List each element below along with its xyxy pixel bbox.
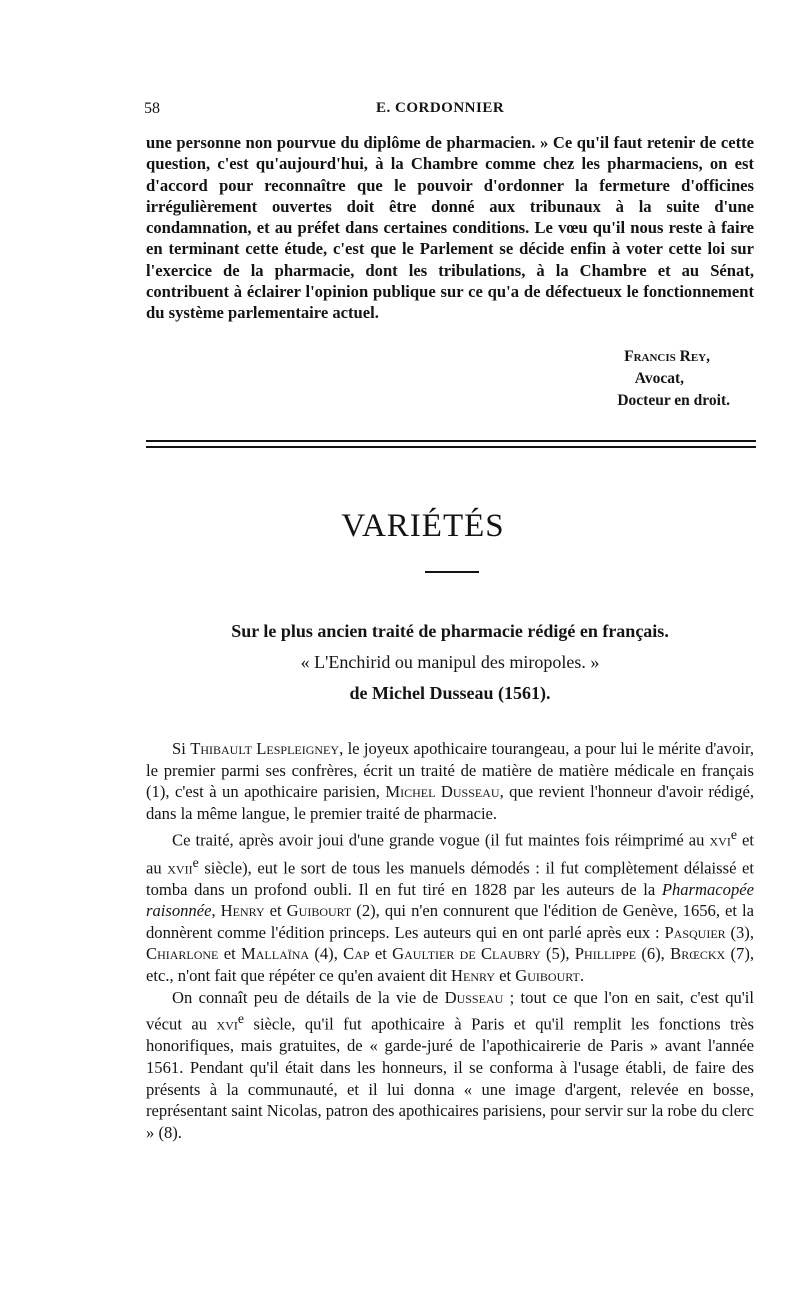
section-divider (146, 440, 756, 448)
body-paragraph (146, 824, 754, 986)
text-run: (7), etc., n'ont fait que répéter ce qu'en avaient dit (146, 944, 754, 985)
body-paragraph (146, 738, 754, 824)
article-subtitle: « L'Enchirid ou manipul des miropoles. » (300, 652, 600, 672)
person-name: Michel Dusseau (385, 782, 500, 802)
text-run: (2), qui n'en connurent que l'édition de Genève, 1656, et la donnèrent comme l'édition princeps. Les auteurs qui en ont parlé après eux : (146, 901, 754, 942)
century-numeral: xvi (709, 830, 731, 850)
person-name: Chiarlone (146, 944, 219, 964)
text-run: , (211, 901, 221, 921)
signature-name: Francis Rey, (624, 348, 710, 365)
century-numeral: xvii (167, 858, 193, 878)
text-run: , le joyeux apothicaire tourangeau, a pour lui le mérite d'avoir, le premier parmi ses confrères, écrit un traité de matière de matière médicale en français (1), c'est à un apothicaire parisien, (146, 739, 754, 802)
person-name: Pasquier (664, 922, 726, 942)
text-run: et (264, 901, 287, 921)
text-run: (3), (725, 922, 754, 942)
text-run: siècle), eut le sort de tous les manuels démodés : il fut complètement délaissé et tomba dans un profond oubli. Il en fut tiré en 1828 par les auteurs de la (146, 858, 755, 899)
signature-degree: Docteur en droit. (617, 392, 730, 409)
person-name: Henry (451, 966, 495, 985)
text-run: ; tout ce que l'on en sait, c'est qu'il vécut au (146, 987, 755, 1034)
text-run: . (579, 966, 585, 985)
signature-title: Avocat, (634, 370, 684, 387)
person-name: Mallaïna (240, 944, 310, 964)
person-name: Dusseau (444, 987, 504, 1007)
superscript: e (730, 827, 737, 843)
person-name: Henry (220, 901, 265, 921)
text-run: , que revient l'honneur d'avoir rédigé, dans la même langue, le premier traité de pharmacie. (146, 782, 754, 823)
text-run: Ce traité, après avoir joui d'une grande vogue (il fut maintes fois réimprimé au (172, 830, 710, 850)
article-author-line: de Michel Dusseau (1561). (349, 683, 551, 703)
superscript: e (192, 854, 199, 870)
text-run: On connaît peu de détails de la vie de (172, 987, 445, 1007)
person-name: Cap (343, 944, 370, 964)
text-run: siècle, qu'il fut apothicaire à Paris et qu'il remplit les fonctions très honorifiques, mais gratuites, de « garde-juré de l'apothicairerie de Paris » avant l'année 1561. Pendant qu'il était dans les honneurs, il se conforma à l'usage établi, de faire des présents à la communauté, et il lui donna « une image d'argent, relevée en bosse, représentant saint Nicolas, patron des apothicaires parisiens, pour servir sur la robe du clerc » (8). (146, 1014, 754, 1142)
century-numeral: xvi (216, 1014, 238, 1034)
text-run: et (369, 944, 393, 964)
text-run: (4), (309, 944, 344, 964)
person-name: Brœckx (670, 944, 726, 964)
text-run: et au (146, 830, 754, 878)
section-title: VARIÉTÉS (341, 508, 505, 544)
text-run: (5), (540, 944, 575, 964)
running-head: E. CORDONNIER (376, 100, 505, 116)
text-run: et (495, 966, 516, 985)
title-rule (425, 571, 479, 573)
person-name: Thibault Lespleigney (190, 739, 340, 758)
page-header (144, 100, 756, 124)
text-run: et (218, 944, 241, 964)
person-name: Phillippe (574, 944, 637, 964)
superscript: e (237, 1011, 245, 1027)
continued-paragraph: une personne non pourvue du diplôme de pharmacien. » Ce qu'il faut retenir de cette question, c'est qu'aujourd'hui, à la Chambre comme chez les pharmaciens, on est d'accord pour reconnaître que le pouvoir d'ordonner la fermeture d'officines irrégulièrement ouvertes doit être donné aux tribunaux à la suite d'une condamnation, et au préfet dans certaines conditions. Le vœu qu'il nous reste à faire en terminant cette étude, c'est que le Parlement se décide enfin à voter cette loi sur l'exercice de la pharmacie, dont les tribulations, à la Chambre et au Sénat, contribuent à éclairer l'opinion publique sur ce qu'a de défectueux le fonctionnement du système parlementaire actuel. (146, 133, 754, 323)
text-run: Si (172, 739, 191, 758)
article-body (146, 738, 754, 1143)
author-signature (617, 346, 730, 412)
person-name: Gaultier de Claubry (392, 944, 541, 964)
person-name: Guibourt (286, 901, 352, 921)
person-name: Guibourt (515, 966, 580, 985)
body-paragraph (146, 987, 754, 1144)
book-title: Pharmacopée raisonnée (146, 879, 754, 921)
text-run: (6), (636, 944, 671, 964)
page-number: 58 (144, 100, 160, 117)
article-title: Sur le plus ancien traité de pharmacie rédigé en français. (231, 621, 669, 641)
